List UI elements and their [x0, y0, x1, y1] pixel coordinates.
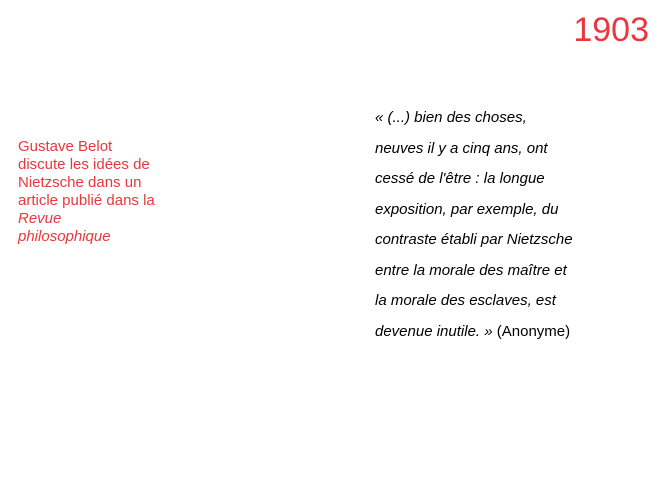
caption-line: discute les idées de — [18, 156, 150, 173]
quote-line: la morale des esclaves, est — [375, 292, 556, 309]
quote-line: entre la morale des maître et — [375, 261, 567, 279]
quote-line: cessé de l'être : la longue — [375, 170, 545, 187]
caption-text — [18, 138, 198, 246]
journal-title-line: Revue — [18, 210, 62, 227]
quote-line: contraste établi par Nietzsche — [375, 231, 573, 248]
year-heading: 1903 — [573, 11, 649, 49]
quote-line: « (...) bien des choses, — [375, 109, 527, 126]
quote-line: neuves il y a cinq ans, ont — [375, 139, 548, 157]
journal-title-line: philosophique — [18, 228, 111, 245]
quote-last-line — [375, 317, 655, 348]
quote-line: devenue inutile. » — [375, 322, 493, 340]
caption-line: article publié dans la — [18, 192, 155, 209]
quote-block — [375, 103, 655, 347]
caption-line: Gustave Belot — [18, 138, 113, 155]
caption-line: Nietzsche dans un — [18, 174, 142, 191]
quote-attribution: (Anonyme) — [496, 322, 571, 340]
quote-line: exposition, par exemple, du — [375, 200, 559, 218]
